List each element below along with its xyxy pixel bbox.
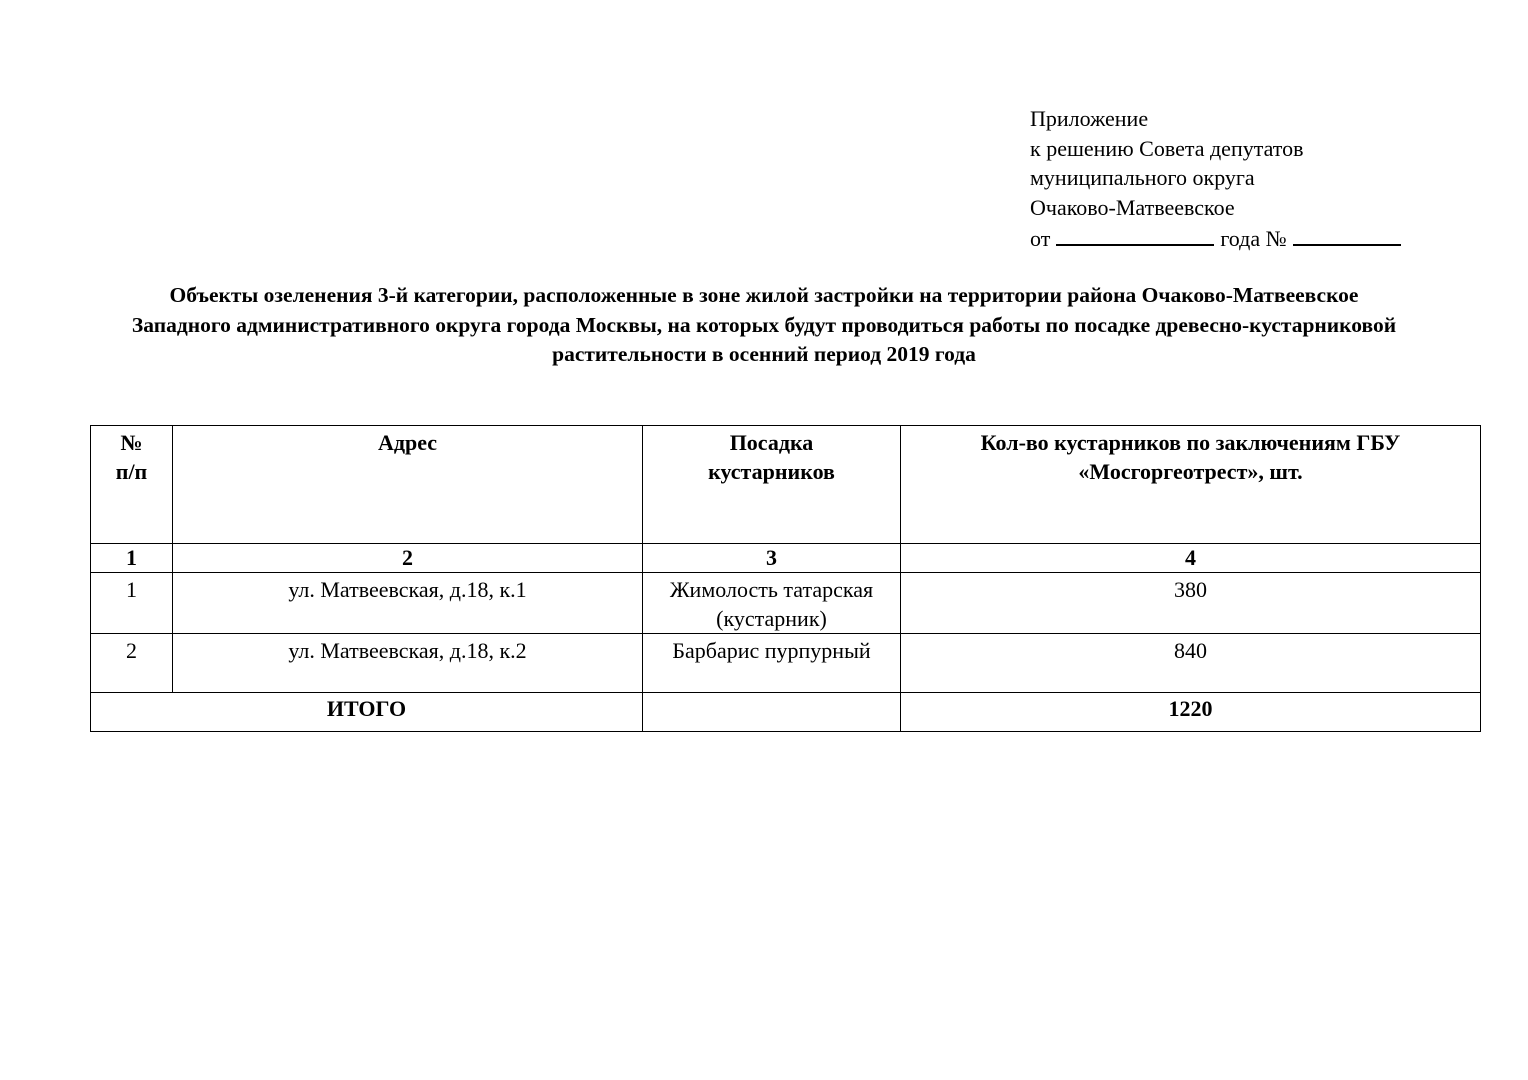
header-count-line-2: «Мосгоргеотрест», шт. bbox=[1078, 459, 1303, 484]
row-planting bbox=[643, 573, 901, 634]
total-row bbox=[91, 693, 1481, 732]
row-count: 840 bbox=[901, 634, 1481, 693]
row-address: ул. Матвеевская, д.18, к.2 bbox=[173, 634, 643, 693]
title-line-1: Объекты озеленения 3-й категории, расположенные в зоне жилой застройки на территории района Очаково-Матвеевское bbox=[169, 283, 1359, 307]
header-number bbox=[91, 426, 173, 544]
number-blank bbox=[1293, 222, 1401, 246]
title-line-2: Западного административного округа города Москвы, на которых будут проводиться работы по посадке древесно-кустарниковой bbox=[131, 312, 1397, 337]
row-address: ул. Матвеевская, д.18, к.1 bbox=[173, 573, 643, 634]
row-planting bbox=[643, 634, 901, 693]
appendix-line-1: Приложение bbox=[1030, 106, 1149, 131]
title-line-3: растительности в осенний период 2019 года bbox=[552, 342, 976, 366]
header-planting bbox=[643, 426, 901, 544]
column-number-row bbox=[91, 544, 1481, 573]
total-label: ИТОГО bbox=[91, 693, 643, 732]
appendix-block bbox=[1030, 104, 1401, 254]
row-planting-line-1: Барбарис пурпурный bbox=[672, 638, 871, 663]
total-planting-empty bbox=[643, 693, 901, 732]
column-number: 1 bbox=[91, 544, 173, 573]
appendix-date-line bbox=[1030, 222, 1401, 254]
header-number-line-1: № bbox=[120, 430, 143, 455]
document-title bbox=[20, 281, 1508, 370]
total-value: 1220 bbox=[901, 693, 1481, 732]
table-row bbox=[91, 634, 1481, 693]
header-number-line-2: п/п bbox=[115, 459, 148, 484]
row-planting-line-1: Жимолость татарская bbox=[669, 577, 874, 602]
row-number: 1 bbox=[91, 573, 173, 634]
header-count-line-1: Кол-во кустарников по заключениям ГБУ bbox=[980, 430, 1401, 455]
date-blank bbox=[1056, 222, 1214, 246]
row-number: 2 bbox=[91, 634, 173, 693]
appendix-line-3: муниципального округа bbox=[1030, 165, 1255, 190]
table-row bbox=[91, 573, 1481, 634]
header-count bbox=[901, 426, 1481, 544]
appendix-line-4: Очаково-Матвеевское bbox=[1030, 194, 1235, 220]
table-header-row bbox=[91, 426, 1481, 544]
header-planting-line-1: Посадка bbox=[729, 430, 814, 455]
header-planting-line-2: кустарников bbox=[708, 459, 835, 484]
row-planting-line-2: (кустарник) bbox=[716, 606, 827, 631]
planting-table bbox=[90, 425, 1481, 732]
header-address: Адрес bbox=[173, 426, 643, 544]
column-number: 3 bbox=[643, 544, 901, 573]
year-number-label: года № bbox=[1220, 226, 1287, 251]
appendix-line-2: к решению Совета депутатов bbox=[1030, 135, 1304, 161]
date-prefix: от bbox=[1030, 226, 1051, 251]
column-number: 2 bbox=[173, 544, 643, 573]
row-count: 380 bbox=[901, 573, 1481, 634]
column-number: 4 bbox=[901, 544, 1481, 573]
